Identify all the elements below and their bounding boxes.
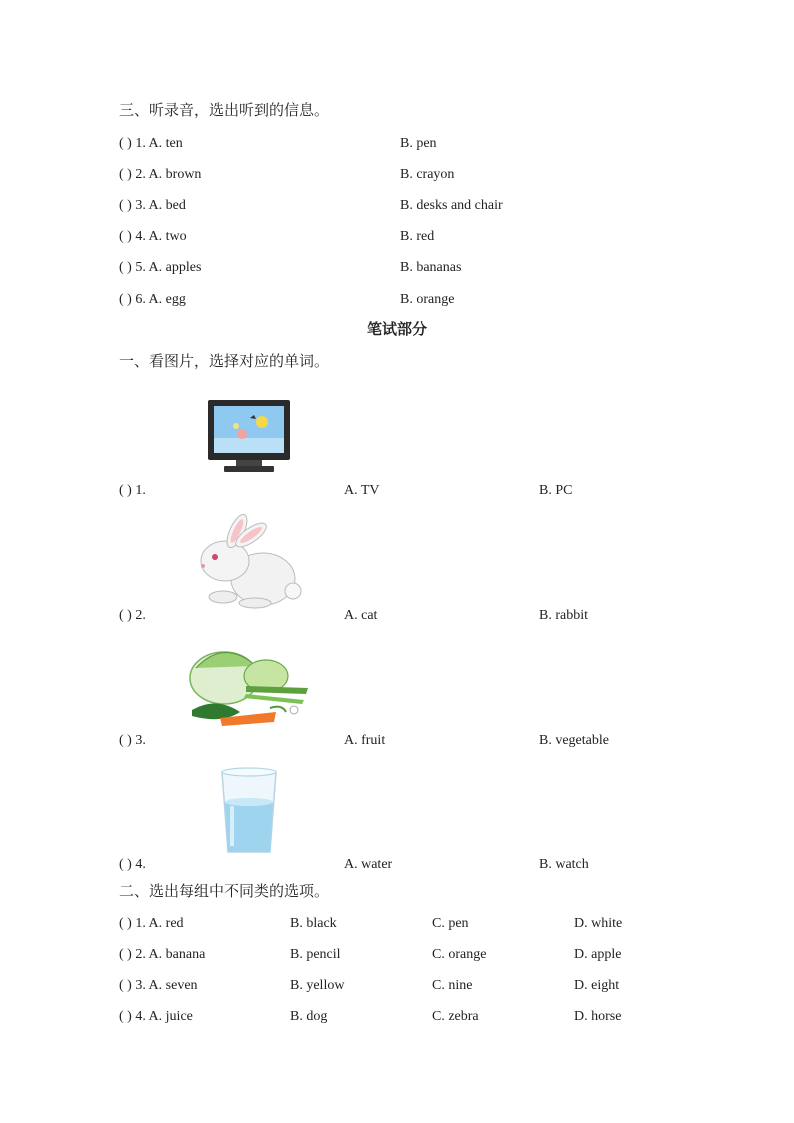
question-number: ( ) 2. [119, 608, 146, 623]
part1-title: 一、看图片，选择对应的单词。 [119, 352, 330, 370]
option-b: B. rabbit [539, 608, 588, 623]
question-number: ( ) 4. A. juice [119, 1009, 193, 1024]
question-number: ( ) 1. A. ten [119, 136, 183, 151]
option-d: D. white [574, 916, 623, 931]
rabbit-picture [193, 513, 303, 611]
tv-picture [206, 398, 292, 474]
question-number: ( ) 1. A. red [119, 916, 184, 931]
option-b: B. black [290, 916, 337, 931]
option-a: A. cat [344, 608, 378, 623]
question-number: ( ) 4. A. two [119, 229, 187, 244]
option-b: B. crayon [400, 167, 455, 182]
option-c: C. zebra [432, 1009, 479, 1024]
section3-title: 三、听录音，选出听到的信息。 [119, 101, 330, 119]
written-part-title: 笔试部分 [366, 320, 427, 338]
option-b: B. watch [539, 857, 589, 872]
question-number: ( ) 5. A. apples [119, 260, 202, 275]
question-number: ( ) 6. A. egg [119, 292, 186, 307]
water-glass-picture [218, 766, 280, 856]
option-b: B. orange [400, 292, 455, 307]
question-number: ( ) 3. A. seven [119, 978, 198, 993]
option-d: D. apple [574, 947, 622, 962]
option-b: B. pen [400, 136, 437, 151]
option-b: B. dog [290, 1009, 328, 1024]
option-b: B. PC [539, 483, 573, 498]
question-number: ( ) 2. A. brown [119, 167, 202, 182]
vegetables-picture [186, 638, 312, 732]
option-c: C. orange [432, 947, 487, 962]
option-d: D. horse [574, 1009, 622, 1024]
option-a: A. water [344, 857, 393, 872]
option-b: B. pencil [290, 947, 341, 962]
option-a: A. fruit [344, 733, 386, 748]
option-b: B. red [400, 229, 435, 244]
question-number: ( ) 3. [119, 733, 146, 748]
question-number: ( ) 3. A. bed [119, 198, 186, 213]
option-c: C. nine [432, 978, 473, 993]
option-a: A. TV [344, 483, 380, 498]
option-b: B. yellow [290, 978, 345, 993]
question-number: ( ) 1. [119, 483, 146, 498]
question-number: ( ) 2. A. banana [119, 947, 206, 962]
option-b: B. bananas [400, 260, 462, 275]
question-number: ( ) 4. [119, 857, 146, 872]
option-b: B. vegetable [539, 733, 609, 748]
option-c: C. pen [432, 916, 469, 931]
option-b: B. desks and chair [400, 198, 503, 213]
part2-title: 二、选出每组中不同类的选项。 [119, 882, 330, 900]
option-d: D. eight [574, 978, 620, 993]
